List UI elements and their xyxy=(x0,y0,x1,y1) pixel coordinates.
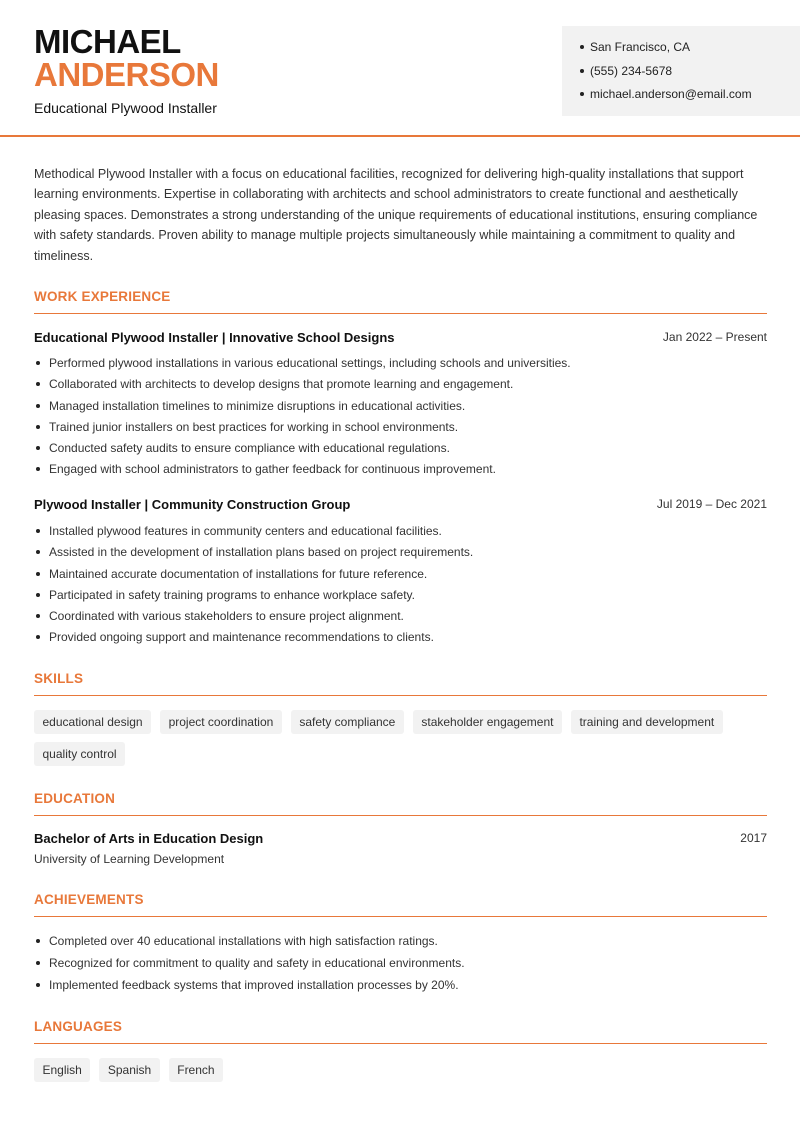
job-role: Plywood Installer | Community Construction Group xyxy=(34,497,351,512)
bullet-icon xyxy=(36,961,40,965)
bullet-icon xyxy=(36,939,40,943)
skill-tag: quality control xyxy=(34,742,125,766)
skill-tag: training and development xyxy=(571,710,723,734)
email-text: michael.anderson@email.com xyxy=(590,87,752,101)
list-item xyxy=(34,355,767,376)
bullet-icon xyxy=(36,550,40,554)
bullet-icon xyxy=(36,446,40,450)
language-tag: Spanish xyxy=(99,1058,159,1082)
bullet-text: Managed installation timelines to minimize disruptions in educational activities. xyxy=(49,398,466,413)
job-dates: Jan 2022 – Present xyxy=(662,330,767,344)
section-title-languages: LANGUAGES xyxy=(34,1019,767,1044)
list-item xyxy=(34,376,767,397)
bullet-text: Collaborated with architects to develop designs that promote learning and engagement. xyxy=(49,377,514,392)
job-title: Educational Plywood Installer xyxy=(34,100,217,116)
job-bullets xyxy=(34,355,767,483)
resume-header xyxy=(0,0,800,137)
bullet-text: Performed plywood installations in various educational settings, including schools and universities. xyxy=(49,356,571,370)
first-name: MICHAEL xyxy=(34,23,181,60)
bullet-icon xyxy=(580,69,584,73)
contact-email xyxy=(580,86,800,110)
bullet-text: Trained junior installers on best practices for working in school environments. xyxy=(49,419,459,434)
languages-list xyxy=(34,1058,767,1082)
list-item xyxy=(34,440,767,461)
list-item xyxy=(34,933,767,955)
school-name: University of Learning Development xyxy=(34,852,225,866)
section-title-work: WORK EXPERIENCE xyxy=(34,289,767,314)
list-item xyxy=(34,523,767,544)
location-text: San Francisco, CA xyxy=(590,40,691,54)
list-item xyxy=(34,608,767,629)
skill-tag: project coordination xyxy=(160,710,282,734)
bullet-icon xyxy=(36,635,40,639)
bullet-text: Installed plywood features in community centers and educational facilities. xyxy=(49,524,442,538)
language-tag: French xyxy=(169,1058,223,1082)
language-tag: English xyxy=(34,1058,90,1082)
bullet-icon xyxy=(36,404,40,408)
bullet-icon xyxy=(36,425,40,429)
achievements-list xyxy=(34,933,767,999)
degree: Bachelor of Arts in Education Design xyxy=(34,831,264,846)
education-header xyxy=(34,831,767,846)
bullet-text: Assisted in the development of installation plans based on project requirements. xyxy=(49,545,474,560)
list-item xyxy=(34,398,767,419)
bullet-icon xyxy=(36,529,40,533)
bullet-text: Coordinated with various stakeholders to ensure project alignment. xyxy=(49,609,404,624)
bullet-text: Provided ongoing support and maintenance recommendations to clients. xyxy=(49,630,434,645)
bullet-icon xyxy=(580,92,584,96)
list-item xyxy=(34,461,767,482)
list-item xyxy=(34,566,767,587)
bullet-icon xyxy=(36,572,40,576)
list-item xyxy=(34,955,767,977)
summary-paragraph: Methodical Plywood Installer with a focus on educational facilities, recognized for delivering high-quality installations that support learning environments. Expertise in collaborating with architects and school administrators to create functional and aesthetically pleasing spaces. Demonstrates a strong understanding of the unique requirements of educational institutions, ensuring compliance with safety standards. Proven ability to manage multiple projects simultaneously while maintaining a commitment to quality and timeliness. xyxy=(34,167,758,263)
graduation-year: 2017 xyxy=(740,831,767,845)
skill-tag: educational design xyxy=(34,710,151,734)
contact-phone xyxy=(580,63,800,87)
bullet-icon xyxy=(36,983,40,987)
section-title-education: EDUCATION xyxy=(34,791,767,816)
list-item xyxy=(34,544,767,565)
section-title-achievements: ACHIEVEMENTS xyxy=(34,892,767,917)
job-bullets xyxy=(34,523,767,651)
contact-box xyxy=(562,26,800,116)
list-item xyxy=(34,419,767,440)
bullet-icon xyxy=(580,45,584,49)
list-item xyxy=(34,587,767,608)
bullet-icon xyxy=(36,382,40,386)
bullet-text: Participated in safety training programs to enhance workplace safety. xyxy=(49,587,415,602)
bullet-text: Recognized for commitment to quality and safety in educational environments. xyxy=(49,956,465,970)
phone-text: (555) 234-5678 xyxy=(590,63,673,78)
last-name: ANDERSON xyxy=(34,56,219,93)
job-role: Educational Plywood Installer | Innovative School Designs xyxy=(34,330,395,345)
skill-tag: safety compliance xyxy=(291,710,404,734)
bullet-text: Implemented feedback systems that improved installation processes by 20%. xyxy=(49,978,459,992)
list-item xyxy=(34,629,767,650)
list-item xyxy=(34,977,767,999)
bullet-icon xyxy=(36,614,40,618)
skills-list xyxy=(34,710,767,766)
bullet-icon xyxy=(36,593,40,597)
bullet-icon xyxy=(36,361,40,365)
job-header xyxy=(34,330,767,345)
bullet-text: Completed over 40 educational installations with high satisfaction ratings. xyxy=(49,934,438,948)
bullet-text: Engaged with school administrators to gather feedback for continuous improvement. xyxy=(49,462,496,477)
contact-list xyxy=(580,39,800,110)
job-header xyxy=(34,497,767,512)
skill-tag: stakeholder engagement xyxy=(413,710,562,734)
bullet-text: Maintained accurate documentation of installations for future reference. xyxy=(49,566,428,581)
bullet-text: Conducted safety audits to ensure compliance with educational regulations. xyxy=(49,441,450,456)
section-title-skills: SKILLS xyxy=(34,671,767,696)
job-dates: Jul 2019 – Dec 2021 xyxy=(656,497,767,511)
contact-location xyxy=(580,39,800,63)
bullet-icon xyxy=(36,467,40,471)
